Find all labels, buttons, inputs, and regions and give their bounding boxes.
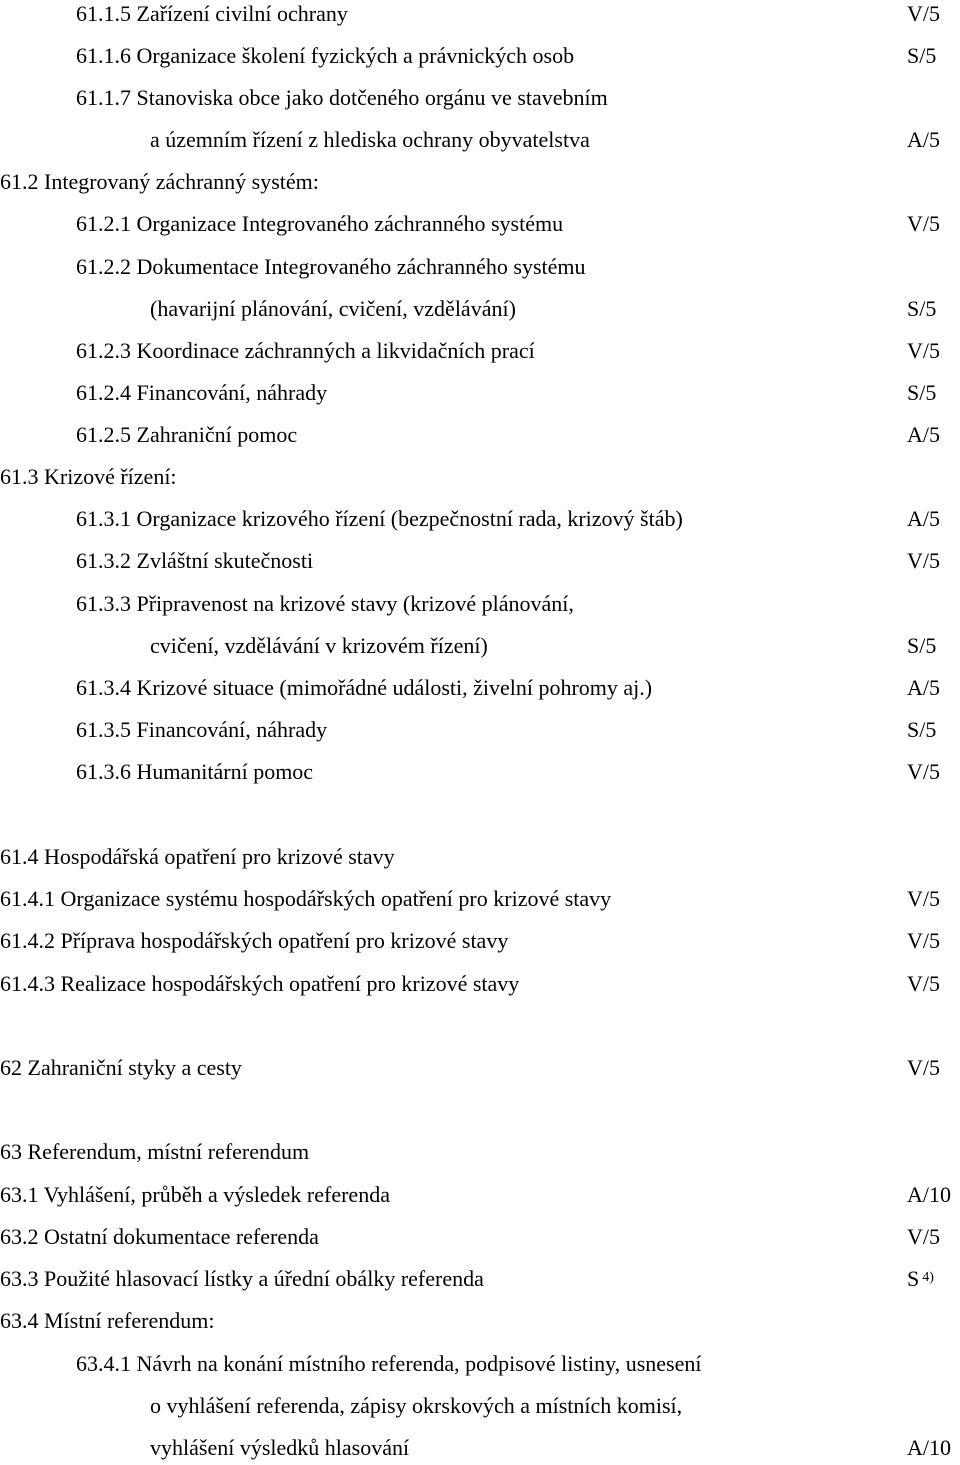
entry-text: 61.4.3 Realizace hospodářských opatření pro krizové stavy [0,971,520,996]
entry-text: 61.2.2 Dokumentace Integrovaného záchranného systému [76,254,586,279]
entry-text: 63 Referendum, místní referendum [0,1139,310,1164]
entry-text: o vyhlášení referenda, zápisy okrskových a místních komisí, [150,1393,683,1418]
entry-text: 61.2 Integrovaný záchranný systém: [0,169,319,194]
entry-row [0,337,960,365]
entry-text: 63.2 Ostatní dokumentace referenda [0,1224,319,1249]
entry-row [0,716,960,744]
entry-text: 61.1.6 Organizace školení fyzických a právnických osob [76,43,575,68]
entry-text: 61.2.5 Zahraniční pomoc [76,422,298,447]
entry-row [0,632,960,660]
retention-code: V/5 [907,211,940,236]
entry-text: cvičení, vzdělávání v krizovém řízení) [150,633,488,658]
entry-row [0,42,960,70]
entry-text: 61.2.3 Koordinace záchranných a likvidačních prací [76,338,535,363]
entry-row [0,1054,960,1082]
entry-text: 61.4.1 Organizace systému hospodářských opatření pro krizové stavy [0,886,612,911]
retention-code: A/10 [907,1435,951,1460]
entry-row [0,1350,960,1378]
entry-row [0,126,960,154]
entry-row [0,843,960,871]
entry-text: 61.4 Hospodářská opatření pro krizové stavy [0,844,395,869]
entry-row [0,970,960,998]
entry-text: 63.1 Vyhlášení, průběh a výsledek referenda [0,1182,390,1207]
entry-text: 63.3 Použité hlasovací lístky a úřední obálky referenda [0,1266,484,1291]
entry-text: 61.3.2 Zvláštní skutečnosti [76,548,314,573]
footnote-marker: 4) [922,1270,934,1285]
entry-text: 63.4.1 Návrh na konání místního referenda, podpisové listiny, usnesení [76,1351,702,1376]
retention-code: S/5 [907,717,937,742]
entry-row [0,1265,960,1293]
entry-row [0,379,960,407]
retention-code [907,1265,934,1297]
entry-row [0,421,960,449]
entry-row [0,0,960,28]
entry-text: 61.3.5 Financování, náhrady [76,717,328,742]
entry-text: (havarijní plánování, cvičení, vzdělávání) [150,296,516,321]
entry-row [0,674,960,702]
entry-text: 61.3.4 Krizové situace (mimořádné události, živelní pohromy aj.) [76,675,653,700]
retention-code: V/5 [907,886,940,911]
entry-row [0,210,960,238]
retention-code: A/5 [907,127,940,152]
entry-row [0,1392,960,1420]
entry-text: 61.3.1 Organizace krizového řízení (bezpečnostní rada, krizový štáb) [76,506,683,531]
entry-row [0,885,960,913]
entry-row [0,253,960,281]
entry-row [0,1434,960,1462]
retention-code: V/5 [907,759,940,784]
entry-row [0,295,960,323]
entry-row [0,590,960,618]
retention-code: V/5 [907,928,940,953]
retention-code: S/5 [907,380,937,405]
entry-row [0,1307,960,1335]
entry-row [0,927,960,955]
entry-row [0,1181,960,1209]
entry-text: 61.2.1 Organizace Integrovaného záchranného systému [76,211,564,236]
entry-row [0,758,960,786]
entry-text: 61.4.2 Příprava hospodářských opatření pro krizové stavy [0,928,509,953]
entry-text: 61.3.6 Humanitární pomoc [76,759,314,784]
entry-text: 61.1.5 Zařízení civilní ochrany [76,1,348,26]
entry-row [0,84,960,112]
retention-code: A/10 [907,1182,951,1207]
entry-text: 62 Zahraniční styky a cesty [0,1055,242,1080]
entry-text: a územním řízení z hlediska ochrany obyvatelstva [150,127,590,152]
entry-text: 61.3.3 Připravenost na krizové stavy (krizové plánování, [76,591,574,616]
retention-code: A/5 [907,506,940,531]
entry-row [0,1138,960,1166]
entry-text: 63.4 Místní referendum: [0,1308,215,1333]
entry-row [0,168,960,196]
entry-row [0,547,960,575]
retention-code: V/5 [907,1055,940,1080]
retention-code: A/5 [907,675,940,700]
entry-text: 61.2.4 Financování, náhrady [76,380,328,405]
entry-text: 61.3 Krizové řízení: [0,464,177,489]
entry-text: 61.1.7 Stanoviska obce jako dotčeného orgánu ve stavebním [76,85,608,110]
entry-row [0,505,960,533]
entry-text: vyhlášení výsledků hlasování [150,1435,410,1460]
retention-code: V/5 [907,338,940,363]
entry-row [0,463,960,491]
retention-code: S/5 [907,43,937,68]
retention-code: V/5 [907,1224,940,1249]
retention-code-letter: S [907,1266,920,1291]
retention-code: S/5 [907,296,937,321]
retention-code: V/5 [907,548,940,573]
retention-code: V/5 [907,1,940,26]
retention-code: S/5 [907,633,937,658]
retention-code: V/5 [907,971,940,996]
retention-code: A/5 [907,422,940,447]
entry-row [0,1223,960,1251]
